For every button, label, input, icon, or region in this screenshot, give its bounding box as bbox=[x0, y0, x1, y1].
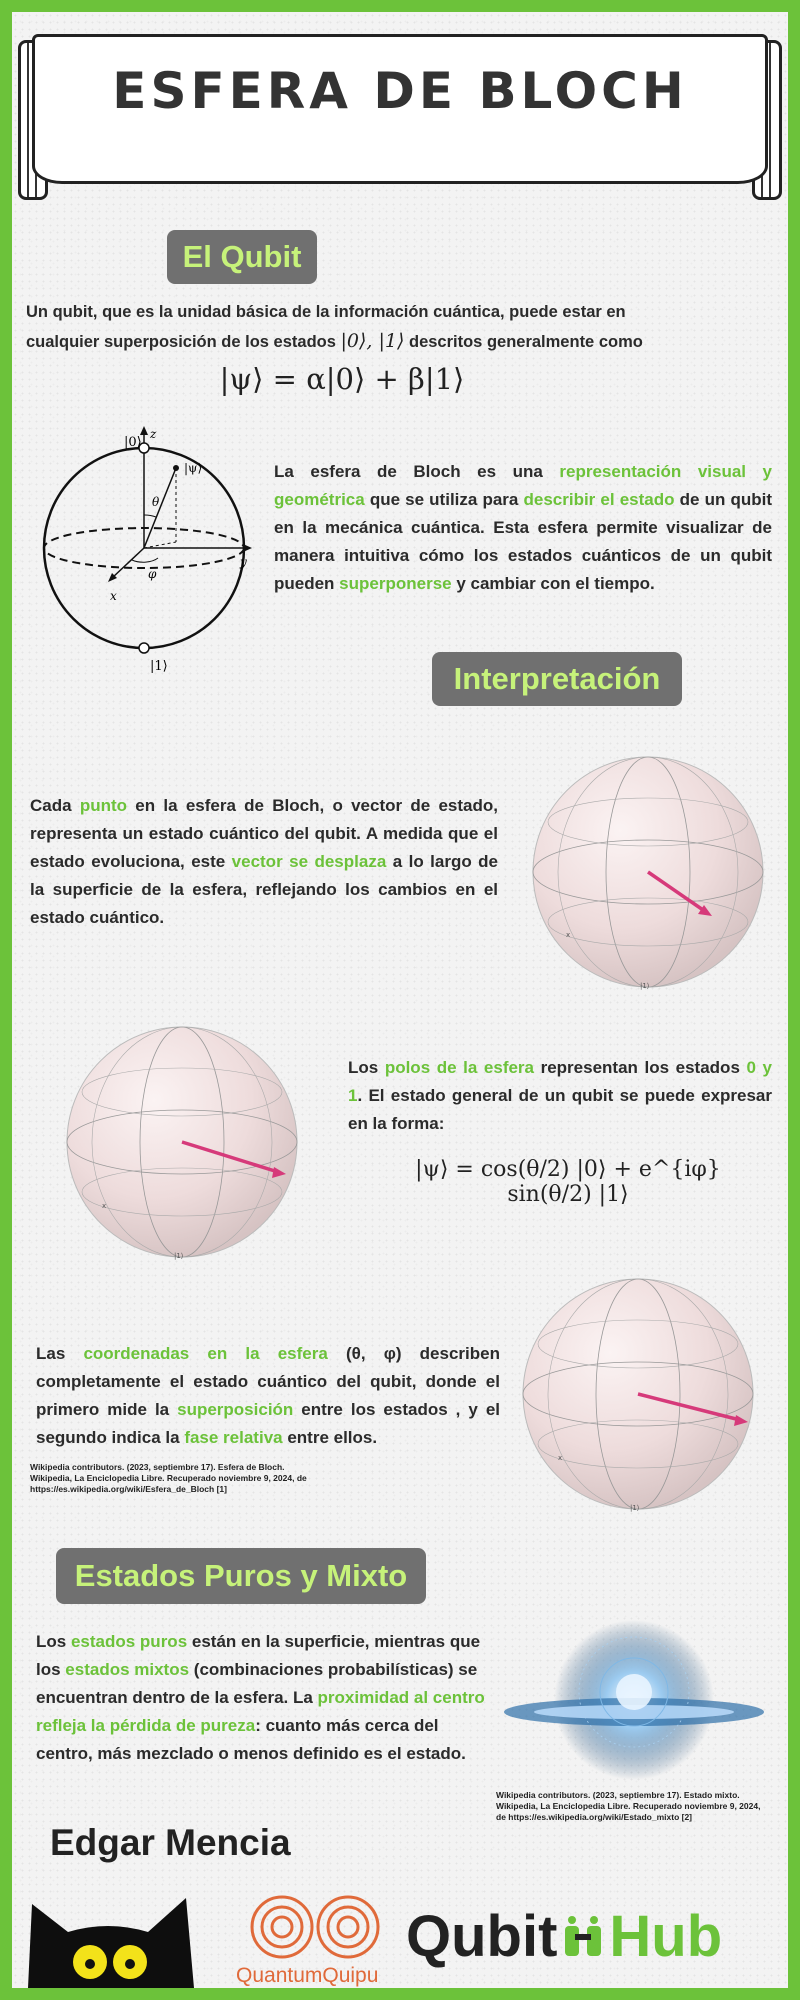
interp-p2-segment-2: representan los estados bbox=[534, 1058, 747, 1077]
diagram-label-one: |1⟩ bbox=[150, 659, 168, 674]
basis-states: |0⟩, |1⟩ bbox=[340, 330, 405, 352]
quantumquipu-logo-icon bbox=[244, 1892, 394, 1962]
sphere-3-label-x: x bbox=[558, 1454, 563, 1462]
diagram-label-y: y bbox=[240, 555, 247, 569]
quantumquipu-logo-text: QuantumQuipu bbox=[236, 1964, 379, 1987]
sphere-2-label-one: |1⟩ bbox=[174, 1252, 184, 1260]
section-heading-estados: Estados Puros y Mixto bbox=[56, 1548, 426, 1604]
page-title: ESFERA DE BLOCH bbox=[112, 62, 688, 120]
interp-p3-segment-0: Las bbox=[36, 1344, 84, 1363]
general-state-formula: |ψ⟩ = cos(θ/2) |0⟩ + e^{iφ} sin(θ/2) |1⟩ bbox=[415, 1157, 721, 1207]
interp-p3-segment-7: entre ellos. bbox=[282, 1428, 378, 1447]
state-formula: |ψ⟩ = α|0⟩ + β|1⟩ bbox=[219, 362, 465, 396]
qubithub-logo bbox=[406, 1902, 722, 1972]
qubithub-logo-qubit: Qubit bbox=[406, 1904, 558, 1969]
bloch-sphere-render-1 bbox=[528, 752, 768, 992]
sphere-3-label-one: |1⟩ bbox=[630, 1504, 640, 1512]
bloch-sphere-render-3 bbox=[518, 1274, 758, 1514]
quantum-illustration bbox=[494, 1612, 774, 1792]
qubit-desc-segment-2: que se utiliza para bbox=[364, 490, 524, 509]
qubit-desc-segment-0: La esfera de Bloch es una bbox=[274, 462, 560, 481]
bloch-sphere-render-2 bbox=[62, 1022, 302, 1262]
qubit-intro bbox=[26, 298, 766, 357]
section-heading-qubit: El Qubit bbox=[167, 230, 317, 284]
estados-p-segment-6: : cuanto más cerca del centro, más mezclado o menos definido es el estado. bbox=[36, 1716, 466, 1763]
cat-mascot-icon bbox=[18, 1884, 208, 1988]
interp-p2-segment-1: polos de la esfera bbox=[384, 1058, 535, 1077]
interp-p2-segment-4: . El estado general de un qubit se puede expresar en la forma: bbox=[348, 1086, 772, 1133]
diagram-label-zero: |0⟩ bbox=[124, 435, 142, 450]
author-name: Edgar Mencia bbox=[50, 1822, 291, 1863]
estados-p-segment-5: proximidad al centro refleja la pérdida de pureza bbox=[36, 1688, 485, 1735]
interpretacion-paragraph-2 bbox=[348, 1054, 772, 1138]
qubit-intro-line-1: Un qubit, que es la unidad básica de la información cuántica, puede estar en bbox=[26, 303, 626, 321]
estados-p-segment-0: Los bbox=[36, 1632, 71, 1651]
diagram-label-psi: |ψ⟩ bbox=[184, 461, 203, 475]
estados-paragraph bbox=[36, 1628, 496, 1768]
estados-p-segment-1: estados puros bbox=[70, 1632, 188, 1651]
qubit-desc-segment-6: y cambiar con el tiempo. bbox=[451, 574, 655, 593]
interp-p3-segment-6: fase relativa bbox=[184, 1428, 283, 1447]
section-heading-interpretacion: Interpretación bbox=[432, 652, 682, 706]
interp-p3-segment-1: coordenadas en la esfera bbox=[83, 1344, 328, 1363]
interp-p2-segment-3: 0 y 1 bbox=[348, 1058, 772, 1105]
interpretacion-paragraph-3 bbox=[36, 1340, 500, 1452]
interpretacion-paragraph-1 bbox=[30, 792, 498, 932]
qubit-desc-segment-3: describir el estado bbox=[523, 490, 675, 509]
poster bbox=[12, 12, 788, 1988]
interp-p3-segment-4: superposición bbox=[177, 1400, 294, 1419]
qubit-desc-segment-1: representación visual y geométrica bbox=[274, 462, 773, 509]
interp-p1-segment-1: punto bbox=[79, 796, 128, 815]
diagram-label-z: z bbox=[150, 427, 157, 441]
interp-p1-segment-4: a lo largo de la superficie de la esfera, reflejando los cambios en el estado cuántico. bbox=[30, 852, 498, 927]
estados-p-segment-2: están en la superficie, mientras que los bbox=[36, 1632, 481, 1679]
sphere-1-label-x: x bbox=[566, 931, 571, 939]
citation-2: Wikipedia contributors. (2023, septiembre 17). Estado mixto. Wikipedia, La Enciclopedia Libre. Recuperado noviembre 9, 2024, de https://es.wikipedia.org/wiki/Estado_mixto [2] bbox=[496, 1790, 761, 1822]
qubit-description bbox=[274, 458, 772, 598]
qubithub-logo-hub: Hub bbox=[609, 1904, 723, 1969]
diagram-label-x: x bbox=[110, 589, 117, 603]
interp-p3-segment-5: entre los estados , y el segundo indica la bbox=[36, 1400, 500, 1447]
interp-p1-segment-2: en la esfera de Bloch, o vector de estado, representa un estado cuántico del qubit. A medida que el estado evoluciona, este bbox=[30, 796, 498, 871]
qubit-desc-segment-4: de un qubit en la mecánica cuántica. Esta esfera permite visualizar de manera intuitiva cómo los estados cuánticos de un qubit pueden bbox=[274, 490, 772, 593]
sphere-2-label-x: x bbox=[102, 1202, 107, 1210]
sphere-1-label-one: |1⟩ bbox=[640, 982, 650, 990]
flask-icon bbox=[557, 1908, 609, 1958]
diagram-label-theta: θ bbox=[152, 495, 160, 509]
estados-p-segment-4: (combinaciones probabilísticas) se encuentran dentro de la esfera. La bbox=[36, 1660, 478, 1707]
citation-1: Wikipedia contributors. (2023, septiembre 17). Esfera de Bloch. Wikipedia, La Enciclopedia Libre. Recuperado noviembre 9, 2024, de https://es.wikipedia.org/wiki/Esfera_de_Bloch [1] bbox=[30, 1462, 307, 1494]
diagram-label-phi: φ bbox=[148, 567, 157, 581]
interp-p1-segment-0: Cada bbox=[30, 796, 80, 815]
interp-p3-segment-2: (θ, φ) bbox=[327, 1344, 420, 1363]
estados-p-segment-3: estados mixtos bbox=[65, 1660, 190, 1679]
interp-p3-segment-3: describen completamente el estado cuántico del qubit, donde el primero mide la bbox=[36, 1344, 500, 1419]
interp-p2-segment-0: Los bbox=[348, 1058, 385, 1077]
bloch-diagram bbox=[26, 420, 256, 680]
qubit-desc-segment-5: superponerse bbox=[339, 574, 452, 593]
interp-p1-segment-3: vector se desplaza bbox=[231, 852, 387, 871]
qubit-intro-line-2: cualquier superposición de los estados |0⟩, |1⟩ descritos generalmente como bbox=[26, 330, 643, 352]
